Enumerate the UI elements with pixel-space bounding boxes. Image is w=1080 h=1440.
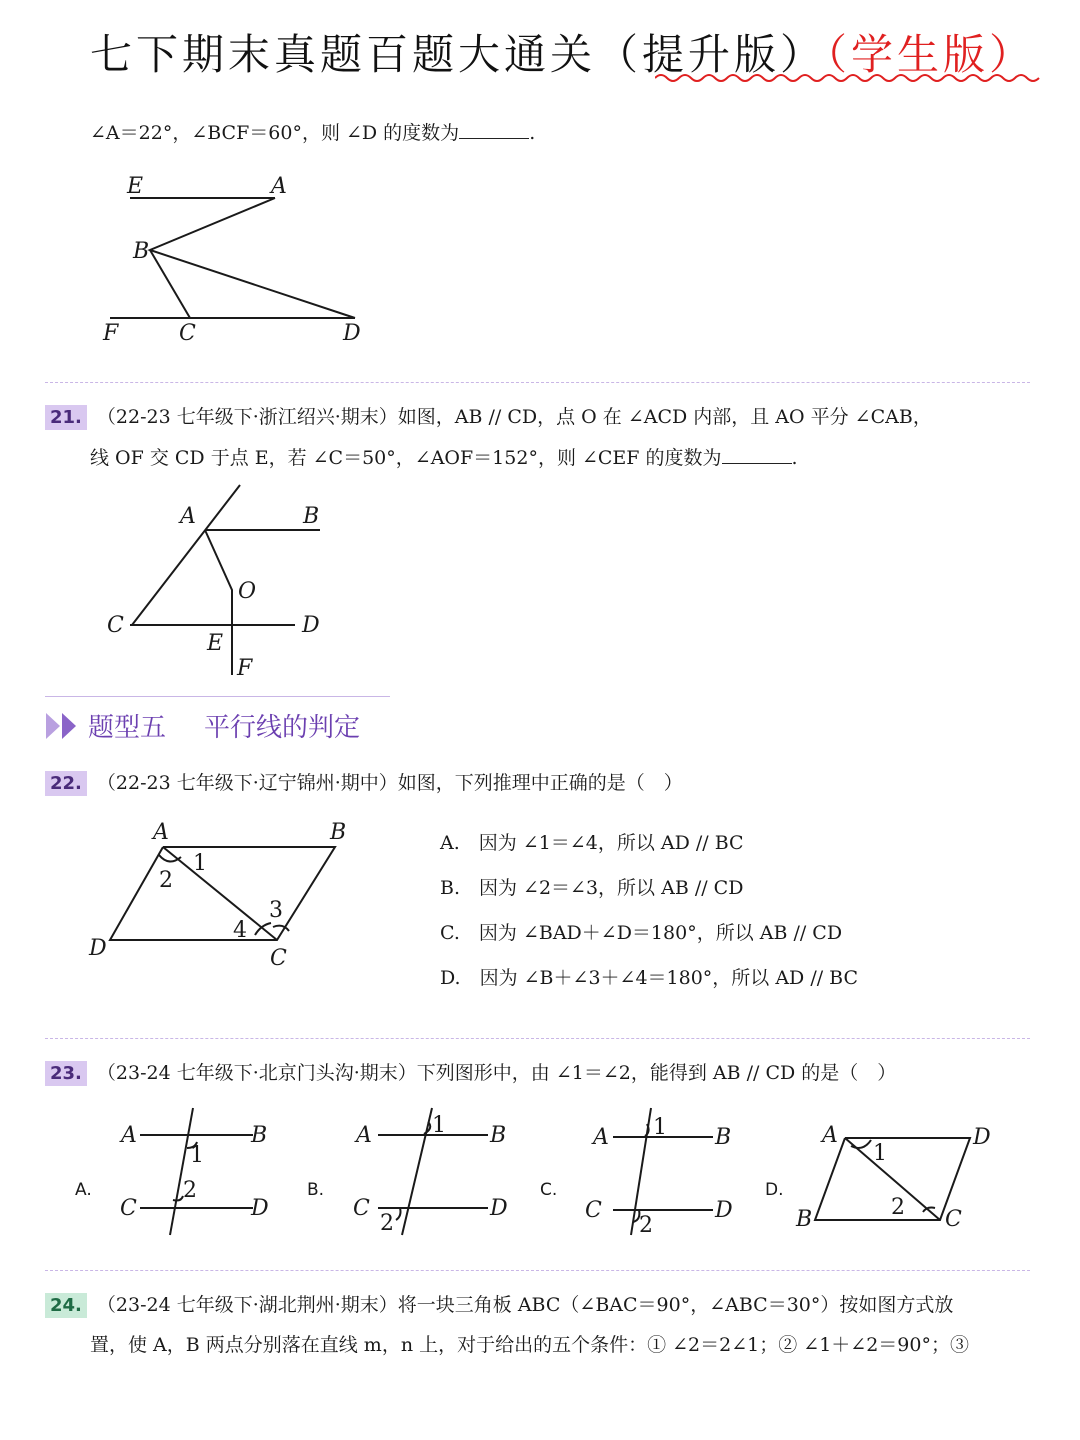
angle-2: 2 — [183, 1178, 197, 1203]
label-D: D — [715, 1198, 733, 1223]
label-A: A — [593, 1125, 609, 1150]
choice-a-label[interactable]: A. — [75, 1180, 92, 1200]
q22-figure — [85, 815, 375, 975]
choice-b-label[interactable]: B. — [307, 1180, 325, 1200]
question-number: 22. — [45, 771, 87, 796]
label-B: B — [490, 1123, 507, 1148]
angle-2: 2 — [891, 1195, 905, 1220]
label-F: F — [237, 656, 253, 681]
q23-figure-c[interactable] — [585, 1100, 755, 1240]
angle-2: 2 — [159, 868, 173, 893]
option-b[interactable]: B. 因为 ∠2＝∠3，所以 AB // CD — [440, 877, 744, 899]
angle-1: 1 — [432, 1113, 446, 1138]
title-main: 七下期末真题百题大通关（提升版） — [90, 30, 827, 79]
label-D: D — [490, 1196, 508, 1221]
label-D: D — [302, 613, 320, 638]
angle-4: 4 — [233, 918, 247, 943]
option-d[interactable]: D. 因为 ∠B＋∠3＋∠4＝180°，所以 AD // BC — [440, 967, 859, 989]
question-number: 21. — [45, 405, 87, 430]
label-C: C — [120, 1196, 137, 1221]
q21-figure — [100, 480, 340, 685]
label-B: B — [251, 1123, 268, 1148]
label-C: C — [945, 1207, 962, 1232]
q20-text: ∠A＝22°，∠BCF＝60°，则 ∠D 的度数为 . — [90, 122, 536, 144]
q21-line1: 21. （22-23 七年级下·浙江绍兴·期末）如图，AB // CD，点 O 在 ∠ACD 内部，且 AO 平分 ∠CAB， — [45, 402, 932, 430]
q22-stem: 22. （22-23 七年级下·辽宁锦州·期中）如图，下列推理中正确的是（ ） — [45, 768, 683, 796]
answer-blank — [722, 445, 792, 464]
label-F: F — [103, 321, 119, 346]
q20-figure — [95, 165, 385, 350]
section-rule — [45, 696, 390, 697]
label-D: D — [343, 321, 361, 346]
angle-2: 2 — [380, 1211, 394, 1236]
option-a[interactable]: A. 因为 ∠1＝∠4，所以 AD // BC — [440, 832, 744, 854]
label-A: A — [356, 1123, 372, 1148]
divider — [45, 382, 1030, 383]
label-B: B — [330, 820, 347, 845]
section-heading: 题型五 平行线的判定 — [88, 713, 361, 743]
choice-d-label[interactable]: D. — [765, 1180, 784, 1200]
q23-figure-b[interactable] — [350, 1100, 520, 1240]
q21-line2: 线 OF 交 CD 于点 E，若 ∠C＝50°，∠AOF＝152°，则 ∠CEF 的度数为 . — [90, 447, 798, 469]
angle-1: 1 — [193, 851, 207, 876]
label-A: A — [822, 1123, 838, 1148]
label-C: C — [585, 1198, 602, 1223]
label-D: D — [89, 936, 107, 961]
label-D: D — [973, 1125, 991, 1150]
q24-line2: 置，使 A，B 两点分别落在直线 m，n 上，对于给出的五个条件：① ∠2＝2∠1；② ∠1＋∠2＝90°；③ — [90, 1334, 969, 1356]
angle-3: 3 — [269, 898, 283, 923]
angle-1: 1 — [190, 1143, 204, 1168]
q24-line1: 24. （23-24 七年级下·湖北荆州·期末）将一块三角板 ABC（∠BAC＝90°，∠ABC＝30°）按如图方式放 — [45, 1290, 953, 1318]
question-number: 23. — [45, 1061, 87, 1086]
answer-blank — [459, 120, 529, 139]
angle-1: 1 — [873, 1141, 887, 1166]
label-C: C — [179, 321, 196, 346]
label-C: C — [270, 946, 287, 971]
q23-figure-d[interactable] — [795, 1100, 1000, 1240]
q23-figure-a[interactable] — [115, 1100, 275, 1240]
label-D: D — [251, 1196, 269, 1221]
label-A: A — [180, 504, 196, 529]
divider — [45, 1270, 1030, 1271]
label-A: A — [271, 174, 287, 199]
label-O: O — [238, 579, 257, 604]
choice-c-label[interactable]: C. — [540, 1180, 558, 1200]
label-A: A — [153, 820, 169, 845]
label-B: B — [303, 504, 320, 529]
title-tag: （学生版） — [826, 30, 1036, 79]
divider — [45, 1038, 1030, 1039]
label-E: E — [127, 174, 144, 199]
title-underline-wave — [655, 72, 1040, 84]
angle-2: 2 — [639, 1213, 653, 1238]
label-E: E — [207, 631, 224, 656]
q23-stem: 23. （23-24 七年级下·北京门头沟·期末）下列图形中，由 ∠1＝∠2，能得到 AB // CD 的是（ ） — [45, 1058, 896, 1086]
question-number: 24. — [45, 1293, 87, 1318]
angle-1: 1 — [653, 1115, 667, 1140]
label-C: C — [353, 1196, 370, 1221]
double-chevron-icon — [44, 710, 82, 742]
label-C: C — [107, 613, 124, 638]
option-c[interactable]: C. 因为 ∠BAD＋∠D＝180°，所以 AB // CD — [440, 922, 843, 944]
label-B: B — [133, 239, 150, 264]
label-B: B — [796, 1207, 813, 1232]
label-B: B — [715, 1125, 732, 1150]
label-A: A — [121, 1123, 137, 1148]
